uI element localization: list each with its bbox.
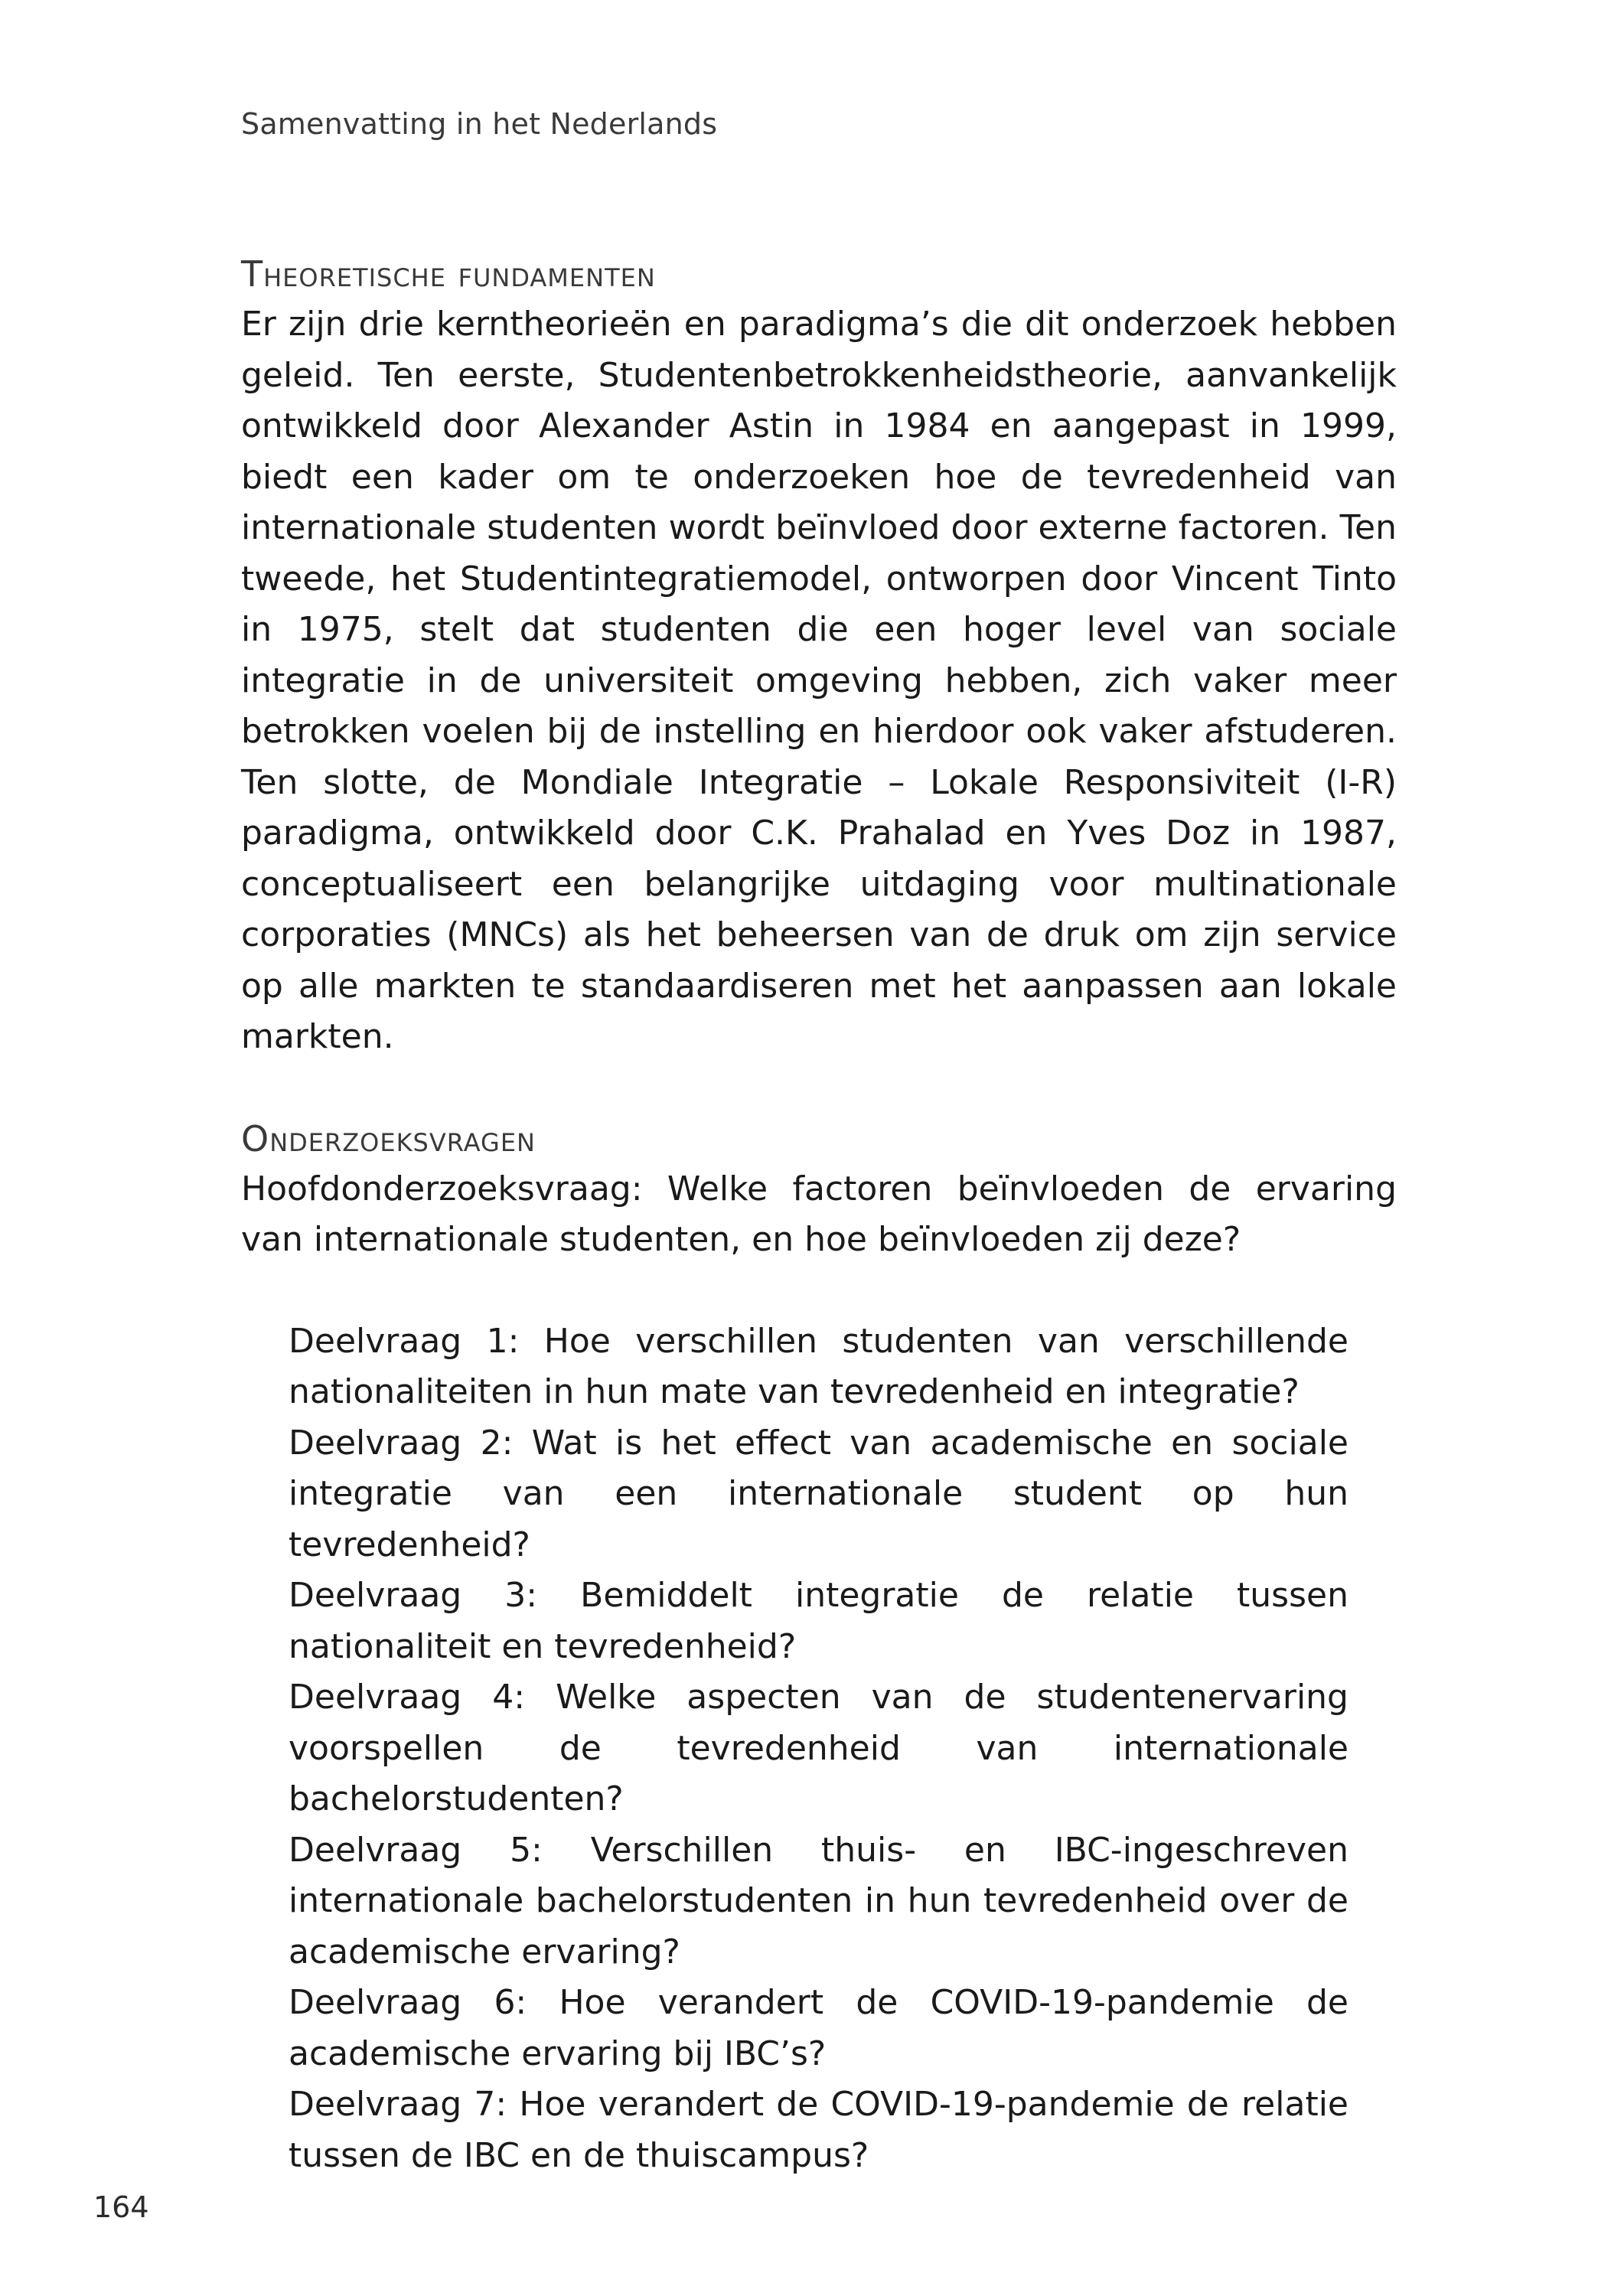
sub-question-7: Deelvraag 7: Hoe verandert de COVID-19-pandemie de relatie tussen de IBC en de thuiscampus? bbox=[289, 2085, 1348, 2175]
sub-question-1: Deelvraag 1: Hoe verschillen studenten van verschillende nationaliteiten in hun mate van tevredenheid en integratie? bbox=[289, 1321, 1348, 1411]
running-header: Samenvatting in het Nederlands bbox=[241, 107, 718, 141]
section-spacer bbox=[241, 1063, 1397, 1114]
section-heading-theory: Theoretische fundamenten bbox=[241, 253, 656, 295]
main-research-question: Hoofdonderzoeksvraag: Welke factoren beïnvloeden de ervaring van internationale studenten, en hoe beïnvloeden zij deze? bbox=[241, 1169, 1397, 1259]
section-heading-questions: Onderzoeksvragen bbox=[241, 1117, 536, 1159]
theory-paragraph: Er zijn drie kerntheorieën en paradigma’s die dit onderzoek hebben geleid. Ten eerste, Studentenbetrokkenheidstheorie, aanvankelijk ontwikkeld door Alexander Astin in 1984 en aangepast in 1999, biedt een kader om te onderzoeken hoe de tevredenheid van internationale studenten wordt beïnvloed door externe factoren. Ten tweede, het Studentintegratiemodel, ontworpen door Vincent Tinto in 1975, stelt dat studenten die een hoger level van sociale integratie in de universiteit omgeving hebben, zich vaker meer betrokken voelen bij de instelling en hierdoor ook vaker afstuderen. Ten slotte, de Mondiale Integratie – Lokale Responsiviteit (I-R) paradigma, ontwikkeld door C.K. Prahalad en Yves Doz in 1987, conceptualiseert een belangrijke uitdaging voor multinationale corporaties (MNCs) als het beheersen van de druk om zijn service op alle markten te standaardiseren met het aanpassen aan lokale markten. bbox=[241, 305, 1397, 1056]
page-number: 164 bbox=[93, 2190, 149, 2224]
sub-question-2: Deelvraag 2: Wat is het effect van academische en sociale integratie van een internationale student op hun tevredenheid? bbox=[289, 1423, 1348, 1564]
sub-questions-list bbox=[289, 1316, 1348, 2182]
page-content bbox=[241, 249, 1397, 2181]
sub-question-3: Deelvraag 3: Bemiddelt integratie de relatie tussen nationaliteit en tevredenheid? bbox=[289, 1576, 1348, 1666]
sub-question-6: Deelvraag 6: Hoe verandert de COVID-19-pandemie de academische ervaring bij IBC’s? bbox=[289, 1983, 1348, 2073]
sub-question-4: Deelvraag 4: Welke aspecten van de studentenervaring voorspellen de tevredenheid van internationale bachelorstudenten? bbox=[289, 1678, 1348, 1818]
sub-question-5: Deelvraag 5: Verschillen thuis- en IBC-ingeschreven internationale bachelorstudenten in hun tevredenheid over de academische ervaring? bbox=[289, 1830, 1348, 1971]
